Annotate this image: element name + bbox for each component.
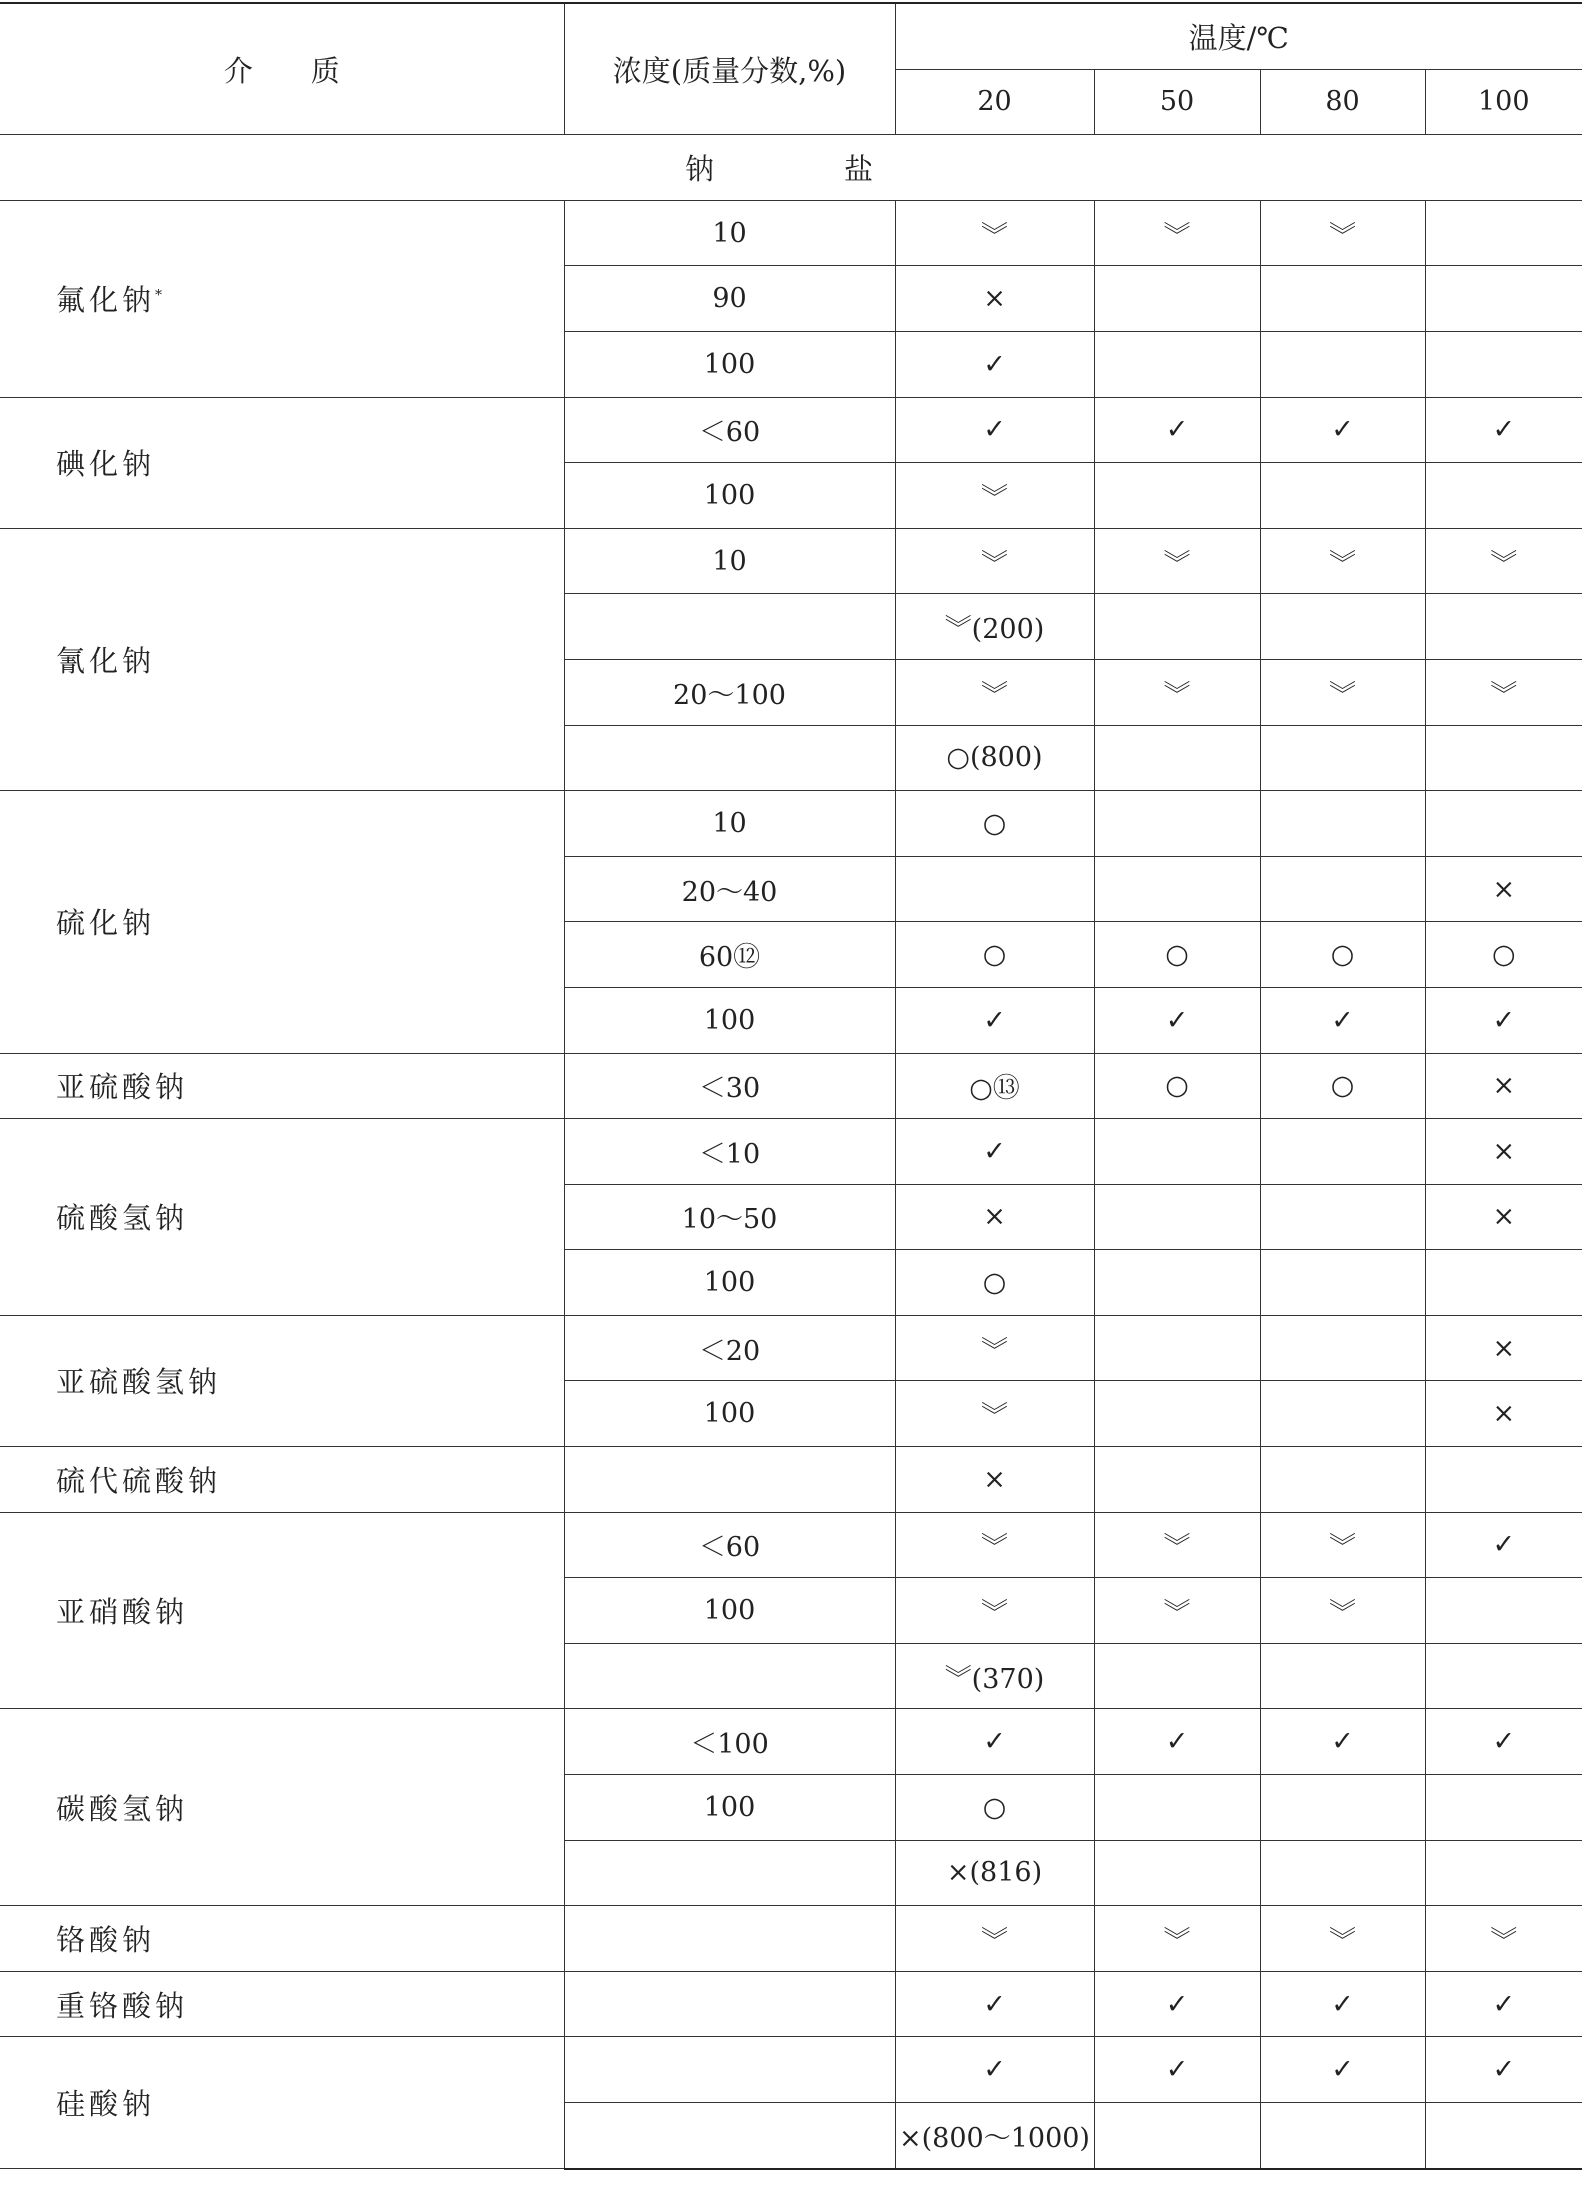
concentration-cell (564, 1906, 895, 1972)
table-row (0, 791, 1582, 857)
rating-cell (1260, 1184, 1425, 1250)
rating-cell: × (895, 1447, 1094, 1513)
header-row (0, 3, 1582, 69)
medium-name: 亚硫酸钠 (56, 1070, 189, 1105)
rating-cell: ︾ (1094, 1578, 1260, 1644)
rating-cell (1094, 2103, 1260, 2169)
temp-header-cell: 80 (1260, 69, 1425, 135)
concentration-cell: 60⑫ (564, 922, 895, 988)
rating-cell (1425, 791, 1582, 857)
rating-cell (1425, 1578, 1582, 1644)
table-row (0, 1512, 1582, 1578)
rating-cell: ︾ (1094, 659, 1260, 725)
rating-cell (1425, 1840, 1582, 1906)
rating-cell: ○ (895, 791, 1094, 857)
rating-cell: ✓ (1094, 1971, 1260, 2037)
rating-cell: ×(800～1000) (895, 2103, 1094, 2169)
section-row (0, 135, 1582, 201)
rating-cell: ✓ (895, 1119, 1094, 1185)
rating-cell: ✓ (895, 1971, 1094, 2037)
rating-cell: ︾ (1094, 528, 1260, 594)
medium-name-cell (0, 528, 564, 790)
rating-cell (1260, 463, 1425, 529)
rating-cell: ︾ (1425, 528, 1582, 594)
rating-cell (1094, 856, 1260, 922)
concentration-cell: 100 (564, 1250, 895, 1316)
concentration-cell: 100 (564, 1381, 895, 1447)
rating-cell (1260, 1315, 1425, 1381)
table-row (0, 528, 1582, 594)
medium-name: 亚硝酸钠 (56, 1595, 189, 1630)
rating-cell: ✓ (895, 987, 1094, 1053)
rating-cell (1094, 331, 1260, 397)
rating-cell (1425, 200, 1582, 266)
rating-cell (1260, 266, 1425, 332)
temp-header-cell: 20 (895, 69, 1094, 135)
rating-cell: × (1425, 856, 1582, 922)
rating-cell: ︾(370) (895, 1643, 1094, 1709)
rating-cell (1260, 331, 1425, 397)
rating-cell (1260, 594, 1425, 660)
concentration-cell (564, 2037, 895, 2103)
table-row (0, 1119, 1582, 1185)
table-row (0, 1315, 1582, 1381)
concentration-cell (564, 2103, 895, 2169)
rating-cell: ✓ (1094, 2037, 1260, 2103)
rating-cell (1094, 1315, 1260, 1381)
medium-name: 碳酸氢钠 (56, 1791, 189, 1826)
rating-cell (1260, 1381, 1425, 1447)
concentration-cell: 10～50 (564, 1184, 895, 1250)
concentration-cell: ＜20 (564, 1315, 895, 1381)
rating-cell: × (895, 266, 1094, 332)
table-row (0, 1053, 1582, 1119)
rating-cell (1260, 2103, 1425, 2169)
rating-cell: ✓ (1094, 397, 1260, 463)
concentration-cell: 100 (564, 987, 895, 1053)
rating-cell (1094, 1447, 1260, 1513)
medium-name: 铬酸钠 (56, 1923, 156, 1958)
rating-cell: ︾ (895, 200, 1094, 266)
rating-cell: ○ (895, 922, 1094, 988)
medium-name-cell (0, 397, 564, 528)
rating-cell (1425, 463, 1582, 529)
medium-name: 硫代硫酸钠 (56, 1463, 222, 1498)
rating-cell: ○ (1094, 922, 1260, 988)
rating-cell (1094, 266, 1260, 332)
rating-cell: × (1425, 1184, 1582, 1250)
concentration-cell (564, 1971, 895, 2037)
rating-cell: ︾ (895, 1512, 1094, 1578)
rating-cell (1094, 791, 1260, 857)
rating-cell (1094, 1381, 1260, 1447)
rating-cell (1425, 1250, 1582, 1316)
medium-name-cell (0, 1709, 564, 1906)
rating-cell: ︾(200) (895, 594, 1094, 660)
rating-cell: ✓ (1094, 1709, 1260, 1775)
concentration-cell: ＜60 (564, 1512, 895, 1578)
rating-cell (1094, 1643, 1260, 1709)
rating-cell: ✓ (895, 397, 1094, 463)
temp-header-cell: 100 (1425, 69, 1582, 135)
rating-cell: ✓ (1260, 397, 1425, 463)
temperature-header: 温度/℃ (895, 3, 1582, 69)
medium-name: 碘化钠 (56, 447, 156, 482)
medium-name: 氰化钠 (56, 643, 156, 678)
rating-cell: ︾ (895, 463, 1094, 529)
rating-cell (1425, 1775, 1582, 1841)
concentration-cell: 100 (564, 1775, 895, 1841)
rating-cell: ✓ (1260, 987, 1425, 1053)
rating-cell: ︾ (1260, 528, 1425, 594)
table-row (0, 1971, 1582, 2037)
rating-cell: ︾ (895, 1381, 1094, 1447)
temp-header-cell: 50 (1094, 69, 1260, 135)
concentration-cell: ＜60 (564, 397, 895, 463)
medium-name-cell (0, 2037, 564, 2169)
rating-cell (1425, 2103, 1582, 2169)
medium-name-cell (0, 791, 564, 1053)
rating-cell: ︾ (895, 659, 1094, 725)
rating-cell: ✓ (1425, 987, 1582, 1053)
rating-cell (1260, 1250, 1425, 1316)
rating-cell: ○⑬ (895, 1053, 1094, 1119)
rating-cell (1260, 1840, 1425, 1906)
rating-cell (1260, 725, 1425, 791)
rating-cell: ✓ (1425, 1512, 1582, 1578)
rating-cell (1425, 266, 1582, 332)
concentration-cell: 10 (564, 528, 895, 594)
rating-cell (1094, 1250, 1260, 1316)
concentration-cell (564, 1840, 895, 1906)
medium-name-cell (0, 1447, 564, 1513)
rating-cell: ✓ (1260, 1971, 1425, 2037)
rating-cell (1260, 791, 1425, 857)
medium-name: 硅酸钠 (56, 2087, 156, 2122)
concentration-cell: 10 (564, 791, 895, 857)
rating-cell: ︾ (1260, 659, 1425, 725)
concentration-cell: 100 (564, 463, 895, 529)
concentration-cell: ＜30 (564, 1053, 895, 1119)
rating-cell: × (1425, 1315, 1582, 1381)
rating-cell: × (895, 1184, 1094, 1250)
medium-name-cell (0, 1971, 564, 2037)
rating-cell (1425, 594, 1582, 660)
rating-cell (1425, 1643, 1582, 1709)
rating-cell: ︾ (895, 1315, 1094, 1381)
rating-cell: ︾ (1094, 200, 1260, 266)
medium-name: 亚硫酸氢钠 (56, 1365, 222, 1400)
rating-cell: ︾ (1260, 1906, 1425, 1972)
concentration-cell: 20～100 (564, 659, 895, 725)
medium-name: 重铬酸钠 (56, 1988, 189, 2023)
rating-cell: × (1425, 1381, 1582, 1447)
rating-cell: ︾ (1260, 1512, 1425, 1578)
table-row (0, 397, 1582, 463)
concentration-cell: 90 (564, 266, 895, 332)
rating-cell: ○ (1425, 922, 1582, 988)
rating-cell: ✓ (1425, 2037, 1582, 2103)
medium-name-cell (0, 200, 564, 397)
medium-name-cell (0, 1119, 564, 1316)
rating-cell: ✓ (895, 331, 1094, 397)
rating-cell: ○ (1260, 922, 1425, 988)
rating-cell (1094, 463, 1260, 529)
rating-cell: ○(800) (895, 725, 1094, 791)
rating-cell: ✓ (1425, 1709, 1582, 1775)
rating-cell: ×(816) (895, 1840, 1094, 1906)
table-row (0, 200, 1582, 266)
rating-cell (1094, 725, 1260, 791)
concentration-cell: 100 (564, 331, 895, 397)
concentration-cell: ＜100 (564, 1709, 895, 1775)
rating-cell (1425, 1447, 1582, 1513)
rating-cell (1425, 331, 1582, 397)
rating-cell (1260, 1447, 1425, 1513)
concentration-cell (564, 1643, 895, 1709)
table-row (0, 1906, 1582, 1972)
rating-cell: ○ (895, 1775, 1094, 1841)
concentration-cell (564, 594, 895, 660)
concentration-cell (564, 725, 895, 791)
medium-name: 硫酸氢钠 (56, 1201, 189, 1236)
rating-cell: ︾ (895, 528, 1094, 594)
medium-name: 硫化钠 (56, 906, 156, 941)
concentration-cell: 20～40 (564, 856, 895, 922)
rating-cell (1425, 725, 1582, 791)
medium-name-cell (0, 1053, 564, 1119)
rating-cell: ︾ (1260, 200, 1425, 266)
footnote-mark: * (155, 287, 167, 304)
rating-cell (1094, 1775, 1260, 1841)
concentration-cell (564, 1447, 895, 1513)
concentration-cell: 100 (564, 1578, 895, 1644)
concentration-cell: ＜10 (564, 1119, 895, 1185)
table-row (0, 1709, 1582, 1775)
medium-header: 介 质 (0, 3, 564, 135)
rating-cell: ✓ (1260, 1709, 1425, 1775)
medium-name-cell (0, 1315, 564, 1446)
medium-name-cell (0, 1512, 564, 1709)
table-row (0, 1447, 1582, 1513)
concentration-header: 浓度(质量分数,%) (564, 3, 895, 135)
rating-cell (1260, 1119, 1425, 1185)
rating-cell: ︾ (1425, 659, 1582, 725)
table-row (0, 2037, 1582, 2103)
rating-cell: ✓ (895, 1709, 1094, 1775)
rating-cell (1260, 856, 1425, 922)
rating-cell (895, 856, 1094, 922)
rating-cell: ︾ (895, 1578, 1094, 1644)
medium-name-cell (0, 1906, 564, 1972)
medium-name: 氟化钠 (56, 283, 156, 318)
rating-cell: ✓ (1094, 987, 1260, 1053)
rating-cell (1094, 1119, 1260, 1185)
rating-cell: ︾ (1094, 1906, 1260, 1972)
rating-cell: × (1425, 1053, 1582, 1119)
rating-cell: ○ (1094, 1053, 1260, 1119)
rating-cell: × (1425, 1119, 1582, 1185)
rating-cell (1260, 1643, 1425, 1709)
section-title: 钠 盐 (0, 135, 1582, 201)
rating-cell: ✓ (1260, 2037, 1425, 2103)
rating-cell: ︾ (1094, 1512, 1260, 1578)
rating-cell: ✓ (895, 2037, 1094, 2103)
rating-cell (1094, 594, 1260, 660)
rating-cell: ✓ (1425, 397, 1582, 463)
rating-cell (1260, 1775, 1425, 1841)
rating-cell: ︾ (895, 1906, 1094, 1972)
rating-cell: ○ (1260, 1053, 1425, 1119)
rating-cell: ︾ (1425, 1906, 1582, 1972)
rating-cell: ︾ (1260, 1578, 1425, 1644)
rating-cell (1094, 1184, 1260, 1250)
table-body (0, 3, 1582, 2169)
corrosion-resistance-table (0, 2, 1582, 2170)
rating-cell (1094, 1840, 1260, 1906)
concentration-cell: 10 (564, 200, 895, 266)
rating-cell: ✓ (1425, 1971, 1582, 2037)
rating-cell: ○ (895, 1250, 1094, 1316)
